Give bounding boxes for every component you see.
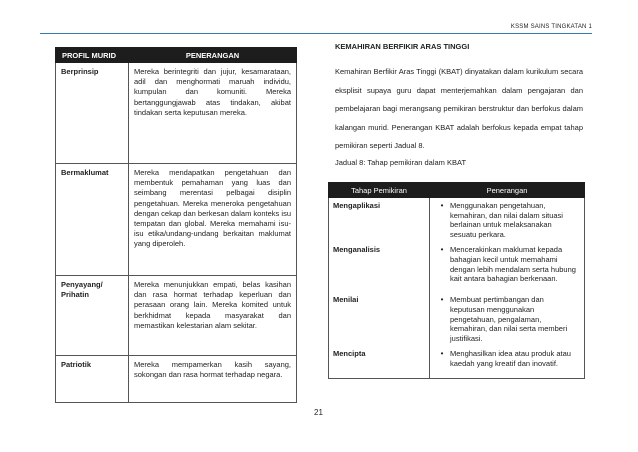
table-row [329,198,585,243]
bullet-icon: • [440,349,444,359]
profile-description: Mereka mendapatkan pengetahuan dan membentuk pemahaman yang luas dan seimbang merentasi pelbagai disiplin pengetahuan. Mereka meneroka pengetahuan dengan cekap dan berkesan dalam konteks isu tempatan dan global. Mereka memahami isu-isu etika/undang-undang berkaitan maklumat yang diperoleh. [129,164,297,276]
level-description: Mencerakinkan maklumat kepada bahagian kecil untuk memahami dengan lebih mendalam serta hubung kait antara bahagian berkenaan. [450,245,576,284]
description-column-header: PENERANGAN [129,48,297,63]
bullet-icon: • [440,295,444,305]
profile-description: Mereka mempamerkan kasih sayang, sokongan dan rasa hormat terhadap negara. [129,356,297,403]
profile-table [55,47,297,403]
thinking-level: Mengaplikasi [329,198,430,243]
section-title: KEMAHIRAN BERFIKIR ARAS TINGGI [335,42,470,51]
table-row [56,63,297,164]
table-caption: Jadual 8: Tahap pemikiran dalam KBAT [335,158,467,167]
level-description: Menghasilkan idea atau produk atau kaedah yang kreatif dan inovatif. [450,349,571,368]
level-description: Membuat pertimbangan dan keputusan menggunakan pengetahuan, pengalaman, kemahiran, dan nilai serta memberi justifikasi. [450,295,568,343]
thinking-level: Menganalisis [329,242,430,292]
bullet-icon: • [440,245,444,255]
profile-description: Mereka menunjukkan empati, belas kasihan dan rasa hormat terhadap keperluan dan perasaan orang lain. Mereka komited untuk berkhidmat kepada masyarakat dan memastikan kelestarian alam sekitar. [129,276,297,356]
description-column-header: Penerangan [430,183,585,198]
header-rule [40,33,592,34]
table-row [56,356,297,403]
running-header: KSSM SAINS TINGKATAN 1 [510,24,592,30]
level-description-cell [430,292,585,346]
profile-name: Berprinsip [56,63,129,164]
profile-column-header: PROFIL MURID [56,48,129,63]
section-paragraph: Kemahiran Berfikir Aras Tinggi (KBAT) dinyatakan dalam kurikulum secara eksplisit supaya guru dapat menterjemahkan dalam pengajaran dan pembelajaran bagi merangsang pemikiran berstruktur dan berfokus dalam kalangan murid. Penerangan KBAT adalah berfokus kepada empat tahap pemikiran seperti Jadual 8. [335,67,583,151]
thinking-level: Mencipta [329,346,430,378]
level-description-cell [430,346,585,378]
profile-table-header [56,48,297,63]
table-row [329,292,585,346]
table-row [329,346,585,378]
profile-description: Mereka berintegriti dan jujur, kesamarataan, adil dan menghormati maruah individu, kumpulan dan komuniti. Mereka bertanggungjawab atas tindakan, akibat tindakan serta keputusan mereka. [129,63,297,164]
level-column-header: Tahap Pemikiran [329,183,430,198]
table-row [56,164,297,276]
level-description-cell [430,242,585,292]
table-row [56,276,297,356]
profile-name: Penyayang/ Prihatin [56,276,129,356]
kbat-table-header [329,183,585,198]
thinking-level: Menilai [329,292,430,346]
table-row [329,242,585,292]
kbat-table [328,182,585,379]
profile-name: Bermaklumat [56,164,129,276]
profile-name: Patriotik [56,356,129,403]
page-number: 21 [314,408,323,417]
level-description: Menggunakan pengetahuan, kemahiran, dan nilai dalam situasi berlainan untuk melaksanakan sesuatu perkara. [450,201,563,239]
level-description-cell [430,198,585,243]
bullet-icon: • [440,201,444,210]
